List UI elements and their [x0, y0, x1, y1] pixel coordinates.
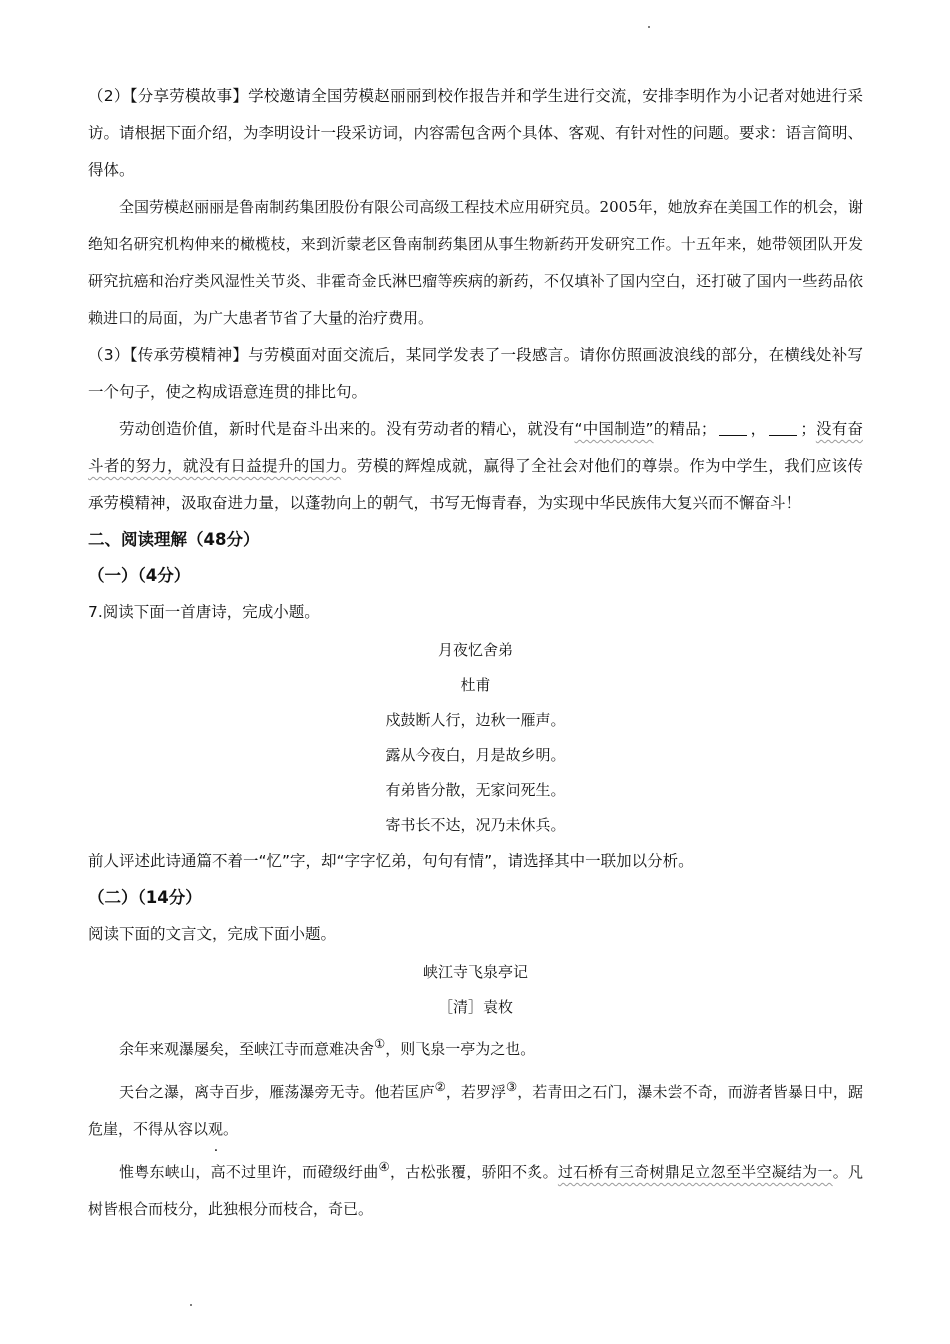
essay-paragraph-1: 余年来观瀑屡矣，至峡江寺而意难决舍①，则飞泉一亭为之也。 — [119, 1036, 536, 1058]
question-7-prompt: 前人评述此诗通篇不着一“忆”字，却“字字忆弟，句句有情”，请选择其中一联加以分析。 — [88, 852, 694, 870]
footnote-mark: ③ — [506, 1079, 518, 1094]
wavy-underlined-sentence: 没有奋斗者的努力，就没有日益提升的国力 — [88, 420, 863, 475]
section-heading: 二、阅读理解（48分） — [88, 530, 260, 549]
question-text: 学校邀请全国劳模赵丽丽到校作报告并和学生进行交流，安排李明作为小记者对她进行采访。请根据下面介绍，为李明设计一段采访词，内容需包含两个具体、客观、有针对性的问题。要求：语言简明、得体。 — [88, 87, 864, 179]
part-heading: （一）（4分） — [88, 566, 191, 585]
document-page — [88, 78, 863, 1228]
page-mark-dot — [648, 26, 650, 28]
question-number: 7. — [88, 603, 103, 621]
speech-paragraph: 劳动创造价值，新时代是奋斗出来的。没有劳动者的精心，就没有“中国制造”的精品； ， ；没有奋斗者的努力，就没有日益提升的国力。劳模的辉煌成就，赢得了全社会对他们的尊崇。作为中学生，我们应该传承劳模精神，汲取奋进力量，以蓬勃向上的朝气，书写无悔青春，为实现中华民族伟大复兴而不懈奋斗！ — [88, 420, 863, 512]
poem-line: 戍鼓断人行，边秋一雁声。 — [385, 711, 566, 729]
classical-intro: 阅读下面的文言文，完成下面小题。 — [88, 925, 337, 943]
poem-line: 有弟皆分散，无家问死生。 — [385, 781, 566, 799]
essay-author: ［清］袁枚 — [437, 998, 513, 1016]
footnote-mark: ④ — [378, 1159, 390, 1174]
question-label: （3） — [88, 346, 130, 364]
part-heading: （二）（14分） — [88, 888, 202, 907]
wavy-underlined-phrase: “中国制造” — [574, 420, 654, 438]
fill-blank-2[interactable] — [769, 421, 797, 436]
poem-title: 月夜忆舍弟 — [437, 641, 513, 659]
question-tag: 【分享劳模故事】 — [129, 87, 249, 105]
page-mark-dot — [190, 1304, 192, 1306]
question-7-intro: 7.阅读下面一首唐诗，完成小题。 — [88, 603, 320, 621]
laomo-intro-paragraph: 全国劳模赵丽丽是鲁南制药集团股份有限公司高级工程技术应用研究员。2005年，她放弃在美国工作的机会，谢绝知名研究机构伸来的橄榄枝，来到沂蒙老区鲁南制药集团从事生物新药开发研究工作。十五年来，她带领团队开发研究抗癌和治疗类风湿性关节炎、非霍奇金氏淋巴瘤等疾病的新药，不仅填补了国内空白，还打破了国内一些药品依赖进口的局面，为广大患者节省了大量的治疗费用。 — [88, 198, 863, 327]
question-6-2 — [88, 78, 863, 189]
wavy-underlined-sentence: 过石桥有三奇树鼎足立忽至半空凝结为一 — [557, 1163, 833, 1181]
poem-author: 杜甫 — [460, 676, 491, 694]
footnote-mark: ① — [374, 1036, 386, 1051]
emphasis-dotted-char: 以 — [193, 1120, 209, 1138]
footnote-mark: ② — [434, 1079, 446, 1094]
essay-paragraph-2: 天台之瀑，离寺百步，雁荡瀑旁无寺。他若匡庐②，若罗浮③，若青田之石门，瀑未尝不奇，而游者皆暴日中，踞危崖，不得从容以观。 — [88, 1079, 863, 1138]
question-tag: 【传承劳模精神】 — [129, 346, 249, 364]
question-text: 与劳模面对面交流后，某同学发表了一段感言。请你仿照画波浪线的部分，在横线处补写一个句子，使之构成语意连贯的排比句。 — [88, 346, 863, 401]
essay-title: 峡江寺飞泉亭记 — [422, 963, 528, 981]
question-label: （2） — [88, 87, 130, 105]
fill-blank-1[interactable] — [719, 421, 747, 436]
poem-line: 露从今夜白，月是故乡明。 — [385, 746, 566, 764]
poem-line: 寄书长不达，况乃未休兵。 — [385, 816, 566, 834]
essay-paragraph-3: 惟粤东峡山，高不过里许，而磴级纡曲④，古松张覆，骄阳不炙。过石桥有三奇树鼎足立忽至半空凝结为一。凡树皆根合而枝分，此独根分而枝合，奇已。 — [88, 1159, 863, 1218]
question-6-3 — [88, 337, 863, 411]
